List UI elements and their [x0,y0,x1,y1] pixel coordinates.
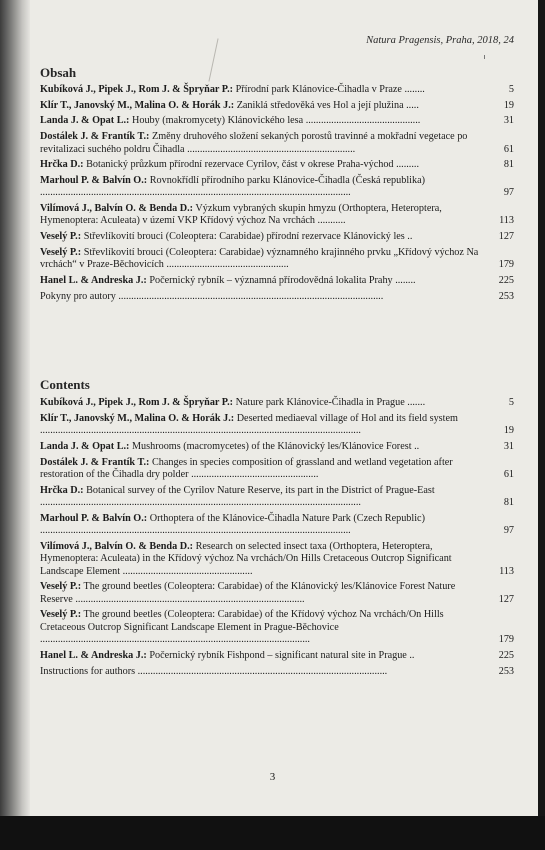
toc-entry [40,581,514,606]
toc-entry-authors: Klír T., Janovský M., Malina O. & Horák J.: [40,99,235,111]
toc-entry-page: 127 [492,594,514,606]
toc-entry-page: 97 [492,525,514,537]
toc-entry-authors: Klír T., Janovský M., Malina O. & Horák J.: [40,412,235,424]
toc-entry [40,275,514,287]
toc-entry-authors: Landa J. & Opat L.: [40,440,130,452]
toc-entry [40,650,514,662]
toc-entry-title: Zaniklá středověká ves Hol a její plužina ..... [236,99,419,111]
toc-entry-title: Mushrooms (macromycetes) of the Klánovický les/Klánovice Forest .. [132,440,420,452]
toc-entry-title: Changes in species composition of grassland and wetland vegetation after restoration of the Čihadla dry polder .................................................. [40,456,453,480]
toc-entry-title: Houby (makromycety) Klánovického lesa ............................................. [132,115,421,127]
toc-entry-title: The ground beetles (Coleoptera: Carabidae) of the Křídový výchoz Na vrchách/On Hills Cretaceous Outcrop Significant Landscape Element in Prague-Běchovice .......................................................................................................... [40,609,444,646]
toc-entry [40,115,514,127]
toc-entry [40,513,514,538]
toc-entry-title: Botanický průzkum přírodní rezervace Cyrilov, část v okrese Praha-východ ......... [86,159,419,171]
toc-entry-title: Deserted mediaeval village of Hol and its field system .............................................................................................................................. [40,412,458,437]
toc-entry-title: The ground beetles (Coleoptera: Carabidae) of the Klánovický les/Klánovice Forest Nature Reserve .......................................................................................... [40,581,456,605]
toc-entry-authors: Vilímová J., Balvín O. & Benda D.: [40,203,194,215]
toc-entry [40,541,514,578]
toc-entry-title: Počernický rybník – významná přírodovědná lokalita Prahy ........ [149,274,416,286]
toc-entry [40,666,514,678]
toc-entry-authors: Hrčka D.: [40,159,84,171]
toc-entry-page: 253 [492,666,514,678]
toc-entry-authors: Veselý P.: [40,609,82,621]
toc-entry [40,413,514,438]
toc-entry-authors: Hanel L. & Andreska J.: [40,274,147,286]
toc-entry-authors: Marhoul P. & Balvín O.: [40,512,148,524]
toc-entry-authors: Veselý P.: [40,231,82,243]
toc-entry-authors: Kubíková J., Pipek J., Rom J. & Špryňar P.: [40,397,234,408]
toc-entry [40,159,514,171]
contents-heading: Contents [40,377,90,392]
toc-entry-title: Pokyny pro autory ........................................................................................................ [40,290,384,302]
toc-entry-authors: Veselý P.: [40,246,82,258]
book-spine-shadow [0,0,30,850]
toc-entry [40,291,514,303]
toc-entry-page: 113 [492,215,514,227]
toc-entry-page: 5 [492,397,514,409]
toc-entry-page: 179 [492,634,514,646]
toc-entry [40,100,514,112]
toc-entry-authors: Vilímová J., Balvín O. & Benda D.: [40,540,194,552]
toc-entry-title: Výzkum vybraných skupin hmyzu (Orthoptera, Heteroptera, Hymenoptera: Aculeata) v území VKP Křídový výchoz Na vrchách ........... [40,203,442,227]
toc-entry-page: 19 [492,425,514,437]
toc-entry [40,247,514,272]
toc-entry-title: Research on selected insect taxa (Orthoptera, Heteroptera, Hymenoptera: Aculeata) in the Křídový výchoz Na vrchách/On Hills Cretaceous Outcrop Significant Landscape Element ................................................... [40,540,452,577]
contents-list [40,397,514,681]
toc-entry-page: 31 [492,115,514,127]
toc-entry [40,485,514,510]
toc-entry-title: Přírodní park Klánovice-Čihadla v Praze ........ [235,84,425,95]
obsah-list [40,84,514,306]
toc-entry-authors: Landa J. & Opat L.: [40,115,130,127]
toc-entry-title: Rovnokřídlí přírodního parku Klánovice-Čihadla (Česká republika) .......................................................................................................................... [40,174,425,199]
toc-entry-page: 225 [492,275,514,287]
toc-entry-title: Orthoptera of the Klánovice-Čihadla Nature Park (Czech Republic) .......................................................................................................................... [40,512,425,537]
running-head: Natura Pragensis, Praha, 2018, 24 [366,35,514,46]
toc-entry-authors: Kubíková J., Pipek J., Rom J. & Špryňar P.: [40,84,234,95]
toc-entry-authors: Veselý P.: [40,581,82,593]
toc-entry-page: 19 [492,100,514,112]
toc-entry-page: 81 [492,497,514,509]
toc-entry-title: Nature park Klánovice-Čihadla in Prague ....... [235,397,426,408]
toc-entry-page: 5 [492,84,514,96]
toc-entry-title: Změny druhového složení sekaných porostů travinné a mokřadní vegetace po revitalizaci suchého poldru Čihadla .................................................................. [40,131,468,155]
pencil-mark [208,38,218,81]
toc-entry-title: Botanical survey of the Cyrilov Nature Reserve, its part in the District of Prague-East .............................................................................................................................. [40,484,435,509]
toc-entry [40,441,514,453]
toc-entry-page: 127 [492,231,514,243]
toc-entry [40,175,514,200]
toc-entry-title: Instructions for authors .................................................................................................. [40,665,388,677]
page-edge-bottom [0,816,545,850]
toc-entry-page: 61 [492,144,514,156]
toc-entry-authors: Dostálek J. & Frantík T.: [40,131,150,143]
toc-entry-title: Počernický rybník Fishpond – significant natural site in Prague .. [149,649,415,661]
toc-entry-title: Střevlíkovití brouci (Coleoptera: Carabidae) přírodní rezervace Klánovický les .. [83,231,413,243]
toc-entry [40,397,514,409]
toc-entry-page: 31 [492,441,514,453]
toc-entry-page: 253 [492,291,514,303]
toc-entry-page: 179 [492,259,514,271]
toc-entry-authors: Hrčka D.: [40,484,84,496]
toc-entry [40,131,514,156]
pencil-tick [484,55,485,59]
toc-entry [40,231,514,243]
toc-entry-authors: Marhoul P. & Balvín O.: [40,174,148,186]
toc-entry-page: 61 [492,469,514,481]
toc-entry [40,609,514,646]
toc-entry-page: 81 [492,159,514,171]
toc-entry-title: Střevlíkovití brouci (Coleoptera: Carabidae) významného krajinného prvku „Křídový výchoz Na vrchách“ v Praze-Běchovicích ................................................ [40,246,479,271]
toc-entry-page: 225 [492,650,514,662]
toc-entry [40,84,514,96]
obsah-heading: Obsah [40,65,77,80]
toc-entry-page: 113 [492,566,514,578]
page-edge-right [538,0,545,850]
page-number: 3 [269,771,276,783]
toc-entry-authors: Hanel L. & Andreska J.: [40,649,147,661]
toc-entry [40,457,514,482]
toc-entry-page: 97 [492,187,514,199]
toc-entry [40,203,514,228]
toc-entry-authors: Dostálek J. & Frantík T.: [40,456,150,468]
